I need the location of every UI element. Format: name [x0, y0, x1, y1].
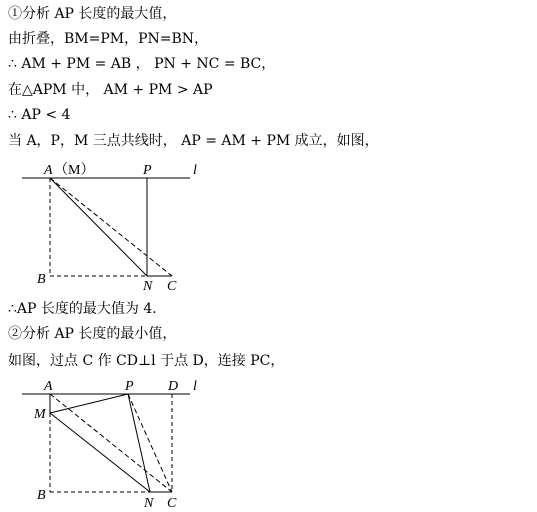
text-line-7: ∴AP 长度的最大值为 4． [8, 301, 167, 317]
text-line-8: ②分析 AP 长度的最小值， [8, 326, 177, 342]
fig1-label-M: （M） [54, 163, 95, 178]
fig2-label-P: P [125, 379, 134, 394]
fig2-label-M: M [34, 407, 46, 422]
fig2-label-N: N [144, 496, 154, 511]
fig2-label-A: A [44, 379, 53, 394]
fig2-label-C: C [167, 496, 177, 511]
text-line-4: 在△APM 中， AM + PM > AP [8, 82, 213, 98]
fig2-label-l: l [193, 379, 197, 394]
text-line-2: 由折叠，BM=PM，PN=BN， [8, 31, 209, 47]
fig1-label-N: N [143, 279, 153, 294]
text-line-9: 如图，过点 C 作 CD⊥l 于点 D，连接 PC， [8, 353, 285, 369]
fig1-label-A: A [44, 163, 53, 178]
fig2-segment-MP [50, 394, 128, 413]
fig2-segment-PC [128, 394, 172, 492]
fig1-label-l: l [193, 163, 197, 178]
fig1-label-C: C [167, 279, 177, 294]
text-line-6: 当 A，P，M 三点共线时， AP = AM + PM 成立，如图， [8, 133, 379, 149]
text-line-3: ∴ AM + PM = AB ， PN + NC = BC， [8, 56, 276, 72]
text-line-5: ∴ AP < 4 [8, 107, 71, 123]
fig1-label-P: P [143, 163, 152, 178]
text-line-1: ①分析 AP 长度的最大值， [8, 6, 177, 22]
fig2-label-D: D [168, 379, 179, 394]
fig1-label-B: B [37, 272, 46, 287]
fig2-label-B: B [37, 488, 46, 503]
